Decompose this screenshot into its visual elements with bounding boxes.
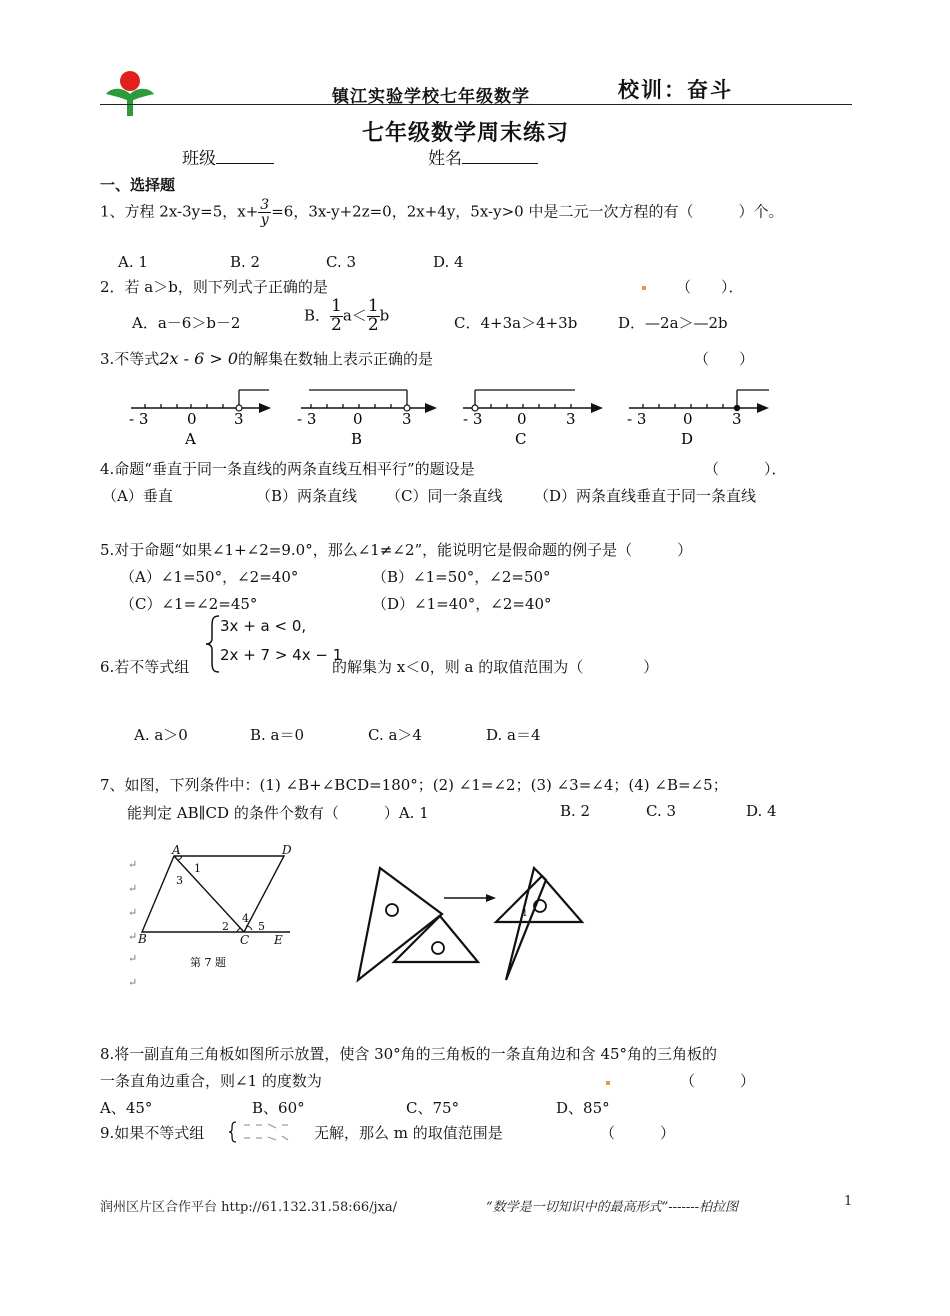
figure-7 <box>124 840 314 990</box>
stray-mark <box>642 286 646 290</box>
q1-option-b: B. 2 <box>230 253 261 271</box>
q1-frac-den: y <box>260 212 269 228</box>
page-number: 1 <box>844 1194 853 1209</box>
school-title: 镇江实验学校七年级数学 <box>332 87 530 107</box>
q3-post: 的解集在数轴上表示正确的是 <box>238 350 434 368</box>
q4-option-d: （D）两条直线垂直于同一条直线 <box>534 487 757 505</box>
q6-system-line-1: 3x + a < 0, <box>220 617 307 635</box>
nl-d-tick-3: 3 <box>732 410 742 428</box>
q2-half-1-den: 2 <box>331 314 342 335</box>
q2-half-1-num: 1 <box>331 296 342 316</box>
angle-1: 1 <box>194 862 201 875</box>
number-line-a <box>129 390 271 448</box>
return-mark: ↵ <box>128 858 138 871</box>
q9-system-image <box>228 1120 312 1144</box>
stray-mark <box>606 1081 610 1085</box>
nl-c-tick-3: 3 <box>566 410 576 428</box>
q2-option-d: D．—2a＞—2b <box>618 314 728 332</box>
q8-option-a: A、45° <box>100 1099 153 1117</box>
angle-3: 3 <box>176 874 183 887</box>
q9-post: 无解，那么 m 的取值范围是 <box>314 1124 503 1142</box>
school-motto: 校训：奋斗 <box>618 77 733 102</box>
q7-option-b: B. 2 <box>560 802 591 820</box>
point-e: E <box>274 933 283 947</box>
q2-half-2-num: 1 <box>367 296 379 316</box>
question-3 <box>100 348 433 369</box>
return-mark: ↵ <box>128 930 138 943</box>
nl-a-label: A <box>185 430 196 448</box>
nl-a-tick-neg3: - 3 <box>129 410 149 428</box>
q7-line-1: 7、如图，下列条件中：(1) ∠B+∠BCD=180°；(2) ∠1=∠2；(3) ∠3=∠4；(4) ∠B=∠5； <box>100 776 728 794</box>
question-1 <box>100 198 783 227</box>
q4-paren: （ ）． <box>704 460 787 478</box>
q2-option-a: A．a－6＞b－2 <box>132 314 241 332</box>
q2-half-2 <box>367 298 380 335</box>
number-line-c <box>463 390 603 448</box>
q3-pre: 3.不等式 <box>100 350 160 368</box>
angle-2: 2 <box>222 920 229 933</box>
name-blank <box>462 149 538 164</box>
nl-b-tick-0: 0 <box>353 410 363 428</box>
section-heading: 一、选择题 <box>100 176 176 194</box>
return-mark: ↵ <box>128 906 138 919</box>
header-rule <box>100 104 852 105</box>
document-title: 七年级数学周末练习 <box>362 120 570 146</box>
number-line-d <box>627 390 769 448</box>
figure-8 <box>350 856 590 986</box>
nl-d-label: D <box>681 430 694 448</box>
footer-platform: 润州区片区合作平台 http://61.132.31.58:66/jxa/ <box>100 1200 398 1215</box>
footer-quote-text: “数学是一切知识中的最高形式”-------柏拉图 <box>486 1200 739 1215</box>
nl-a-tick-3: 3 <box>234 410 244 428</box>
name-field <box>428 144 538 169</box>
nl-c-tick-neg3: - 3 <box>463 410 483 428</box>
arrow-head <box>486 894 496 902</box>
q2-stem: 2．若 a＞b，则下列式子正确的是 <box>100 278 328 296</box>
triangle-45 <box>394 916 478 962</box>
angle-1-label: 1 <box>522 909 528 919</box>
q5-option-d: （D）∠1=40°，∠2=40° <box>372 595 552 613</box>
class-label: 班级 <box>182 149 216 169</box>
class-blank <box>216 149 274 164</box>
q6-pre: 6.若不等式组 <box>100 658 190 676</box>
name-label: 姓名 <box>428 149 462 169</box>
q2-b-mid: a＜ <box>342 306 367 325</box>
triangle-30-combined <box>506 868 546 980</box>
q5-stem: 5.对于命题“如果∠1+∠2=9.0°，那么∠1≠∠2”，能说明它是假命题的例子是（ ） <box>100 541 693 559</box>
point-b: B <box>138 932 147 946</box>
q6-option-c: C. a＞4 <box>368 726 422 744</box>
q4-option-b: （B）两条直线 <box>256 487 358 505</box>
return-mark: ↵ <box>128 976 138 989</box>
q3-number-lines <box>125 384 785 450</box>
q4-option-a: （A）垂直 <box>102 487 173 505</box>
diagonal-ac <box>174 856 244 932</box>
nl-b-tick-neg3: - 3 <box>297 410 317 428</box>
q4-option-c: （C）同一条直线 <box>386 487 503 505</box>
q9-pre: 9.如果不等式组 <box>100 1124 205 1142</box>
angle-5: 5 <box>258 920 265 933</box>
q1-pre: 1、方程 2x-3y=5，x+ <box>100 202 259 221</box>
q3-paren: （ ） <box>694 350 755 368</box>
return-mark: ↵ <box>128 952 138 965</box>
nl-b-tick-3: 3 <box>402 410 412 428</box>
q1-post: =6，3x-y+2z=0，2x+4y，5x-y>0 中是二元一次方程的有（ ）个。 <box>271 202 784 221</box>
point-d: D <box>282 843 292 857</box>
nl-d-tick-neg3: - 3 <box>627 410 647 428</box>
q8-line-2: 一条直角边重合，则∠1 的度数为 <box>100 1072 322 1090</box>
triangle-30 <box>358 868 442 980</box>
q2-half-1 <box>330 298 343 335</box>
point-a: A <box>172 843 181 857</box>
nl-c-label: C <box>515 430 527 448</box>
q1-frac-num: 3 <box>260 197 270 213</box>
q7-option-c: C. 3 <box>646 802 677 820</box>
nl-d-tick-0: 0 <box>683 410 693 428</box>
figure-7-caption: 第 7 题 <box>190 956 226 969</box>
q6-post: 的解集为 x＜0，则 a 的取值范围为（ ） <box>332 658 659 676</box>
nl-a-tick-0: 0 <box>187 410 197 428</box>
q1-option-c: C. 3 <box>326 253 357 271</box>
return-mark: ↵ <box>128 882 138 895</box>
q2-option-c: C．4+3a＞4+3b <box>454 314 578 332</box>
q3-expression: 2x - 6 > 0 <box>159 349 239 368</box>
q4-stem: 4.命题“垂直于同一条直线的两条直线互相平行”的题设是 <box>100 460 475 478</box>
q1-option-a: A. 1 <box>118 253 148 271</box>
q9-paren: （ ） <box>600 1124 676 1142</box>
angle-4: 4 <box>242 912 249 925</box>
logo-graphic <box>104 68 156 118</box>
q5-option-a: （A）∠1=50°，∠2=40° <box>120 568 299 586</box>
q8-option-b: B、60° <box>252 1099 305 1117</box>
q2-half-2-den: 2 <box>367 314 379 335</box>
q5-option-b: （B）∠1=50°，∠2=50° <box>372 568 551 586</box>
q2-b-prefix: B． <box>304 306 331 325</box>
q6-system-line-2: 2x + 7 > 4x − 1 <box>220 646 343 664</box>
q6-option-d: D. a＝4 <box>486 726 541 744</box>
q1-fraction <box>258 198 271 227</box>
q6-option-a: A. a＞0 <box>134 726 188 744</box>
q8-paren: （ ） <box>680 1072 756 1090</box>
q1-option-d: D. 4 <box>433 253 464 271</box>
class-field <box>182 144 274 169</box>
q7-line-2: 能判定 AB∥CD 的条件个数有（ ）A. 1 <box>127 804 429 822</box>
point-c: C <box>240 933 250 947</box>
q8-line-1: 8.将一副直角三角板如图所示放置，使含 30°角的三角板的一条直角边和含 45°角的三角板的 <box>100 1045 718 1063</box>
q7-option-d: D. 4 <box>746 802 777 820</box>
nl-c-tick-0: 0 <box>517 410 527 428</box>
q5-option-c: （C）∠1=∠2=45° <box>120 595 258 613</box>
footer-quote <box>486 1196 738 1215</box>
nl-b-label: B <box>351 430 363 448</box>
q8-option-c: C、75° <box>406 1099 460 1117</box>
q2-b-post: b <box>379 306 390 325</box>
q8-option-d: D、85° <box>556 1099 610 1117</box>
number-line-b <box>297 390 437 448</box>
q2-paren: （ ）． <box>676 278 744 296</box>
school-logo <box>104 68 156 118</box>
q2-option-b <box>304 298 389 335</box>
q6-option-b: B. a＝0 <box>250 726 305 744</box>
